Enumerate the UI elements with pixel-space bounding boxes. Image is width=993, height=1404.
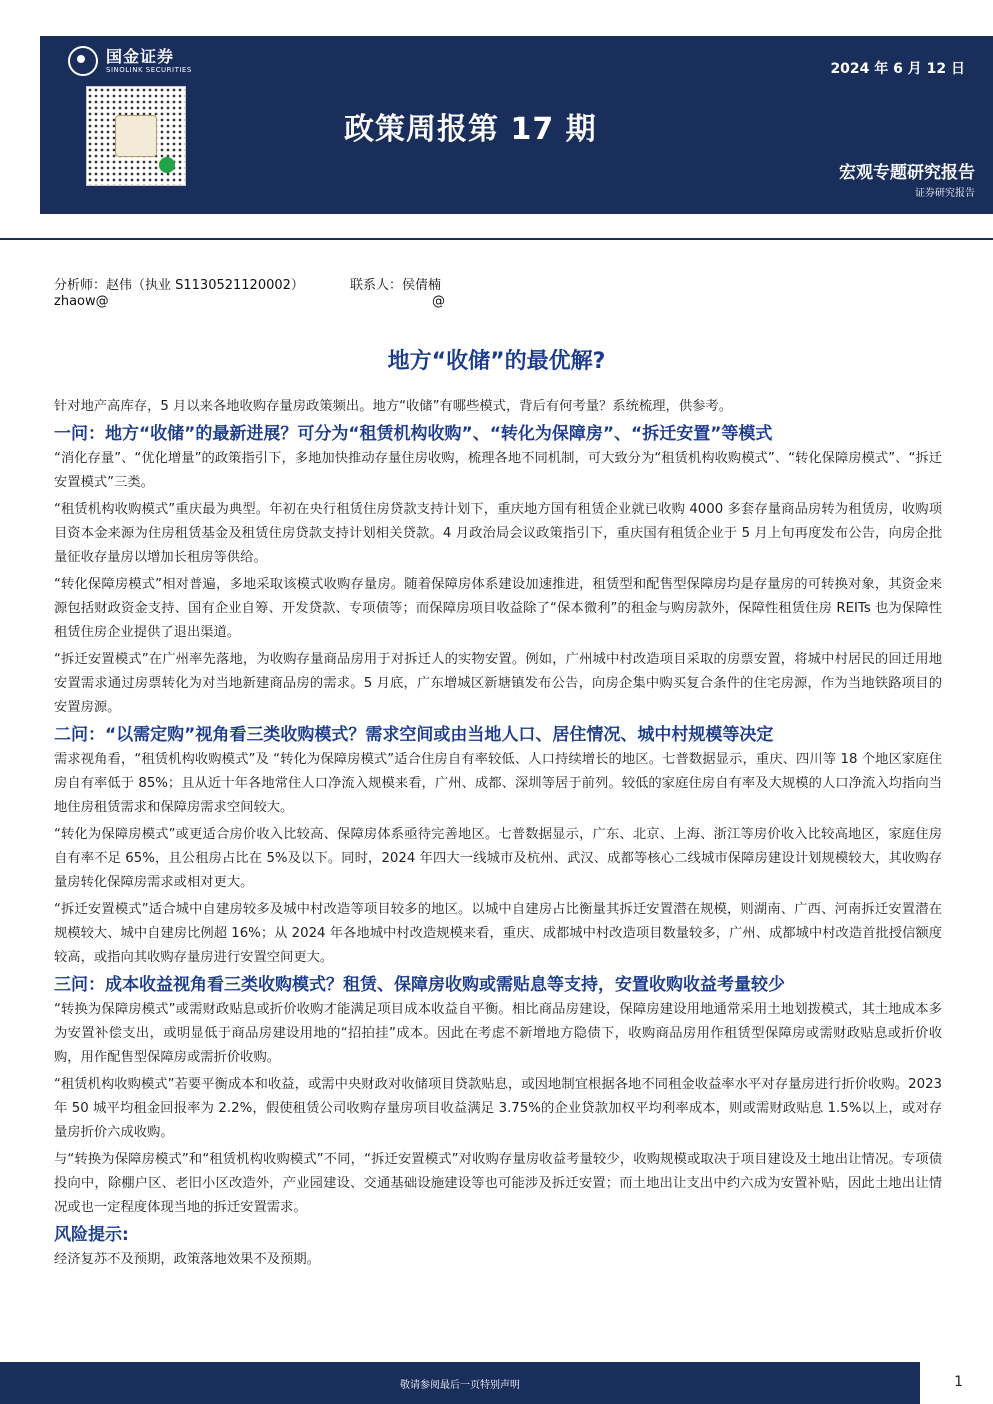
section-heading-3: 三问：成本收益视角看三类收购模式？租赁、保障房收购或需贴息等支持，安置收购收益考量较少 xyxy=(54,975,785,995)
company-logo xyxy=(68,46,192,76)
paragraph: “转化为保障房模式”或更适合房价收入比较高、保障房体系亟待完善地区。七普数据显示，广东、北京、上海、浙江等房价收入比较高地区，家庭住房自有率不足 65%，且公租房占比在 5%及以下。同时，2024 年四大一线城市及杭州、武汉、成都等核心二线城市保障房建设计划规模较大，其收购存量房转化保障房需求或相对更大。 xyxy=(54,827,942,890)
report-date: 2024 年 6 月 12 日 xyxy=(830,61,965,77)
article-title: 地方“收储”的最优解? xyxy=(387,349,606,374)
risk-heading: 风险提示: xyxy=(54,1225,129,1245)
analyst-line xyxy=(54,274,442,293)
logo-name-en: SINOLINK SECURITIES xyxy=(106,65,192,74)
intro-paragraph: 针对地产高库存，5 月以来各地收购存量房政策频出。地方“收储”有哪些模式，背后有何考量？系统梳理，供参考。 xyxy=(54,399,733,414)
page-number: 1 xyxy=(954,1374,963,1390)
header-divider xyxy=(0,238,993,240)
paragraph: “租赁机构收购模式”重庆最为典型。年初在央行租赁住房贷款支持计划下，重庆地方国有租赁企业就已收购 4000 多套存量商品房转为租赁房，收购项目资本金来源为住房租赁基金及租赁住房贷款支持计划相关贷款。4 月政治局会议政策指引下，重庆国有租赁企业于 5 月上旬再度发布公告，向房企批量征收存量房以增加长租房等供给。 xyxy=(54,502,942,565)
section-heading-1: 一问：地方“收储”的最新进展？可分为“租赁机构收购”、“转化为保障房”、“拆迁安置”等模式 xyxy=(54,424,773,444)
contact-info: 联系人：侯倩楠 xyxy=(350,278,442,293)
paragraph: “租赁机构收购模式”若要平衡成本和收益，或需中央财政对收储项目贷款贴息，或因地制宜根据各地不同租金收益率水平对存量房进行折价收购。2023 年 50 城平均租金回报率为 2.2%，假使租赁公司收购存量房项目收益满足 3.75%的企业贷款加权平均利率成本，则或需财政贴息 1.5%以上，或对存量房折价六成收购。 xyxy=(54,1077,942,1140)
paragraph: “消化存量”、“优化增量”的政策指引下，多地加快推动存量住房收购，梳理各地不同机制，可大致分为“租赁机构收购模式”、“转化保障房模式”、“拆迁安置模式”三类。 xyxy=(54,451,942,490)
email-line xyxy=(54,294,445,309)
paragraph: 与“转换为保障房模式”和“租赁机构收购模式”不同，“拆迁安置模式”对收购存量房收益考量较少，收购规模或取决于项目建设及土地出让情况。专项债投向中，除棚户区、老旧小区改造外，产业园建设、交通基础设施建设等也可能涉及拆迁安置；而土地出让支出中约六成为安置补贴，因此土地出让情况或也一定程度体现当地的拆迁安置需求。 xyxy=(54,1152,942,1215)
section-heading-2: 二问：“以需定购”视角看三类收购模式？需求空间或由当地人口、居住情况、城中村规模等决定 xyxy=(54,725,774,745)
report-title: 政策周报第 17 期 xyxy=(344,112,597,147)
qr-center-logo xyxy=(115,115,157,157)
logo-name-cn: 国金证券 xyxy=(106,46,175,66)
paragraph: “拆迁安置模式”在广州率先落地，为收购存量商品房用于对拆迁人的实物安置。例如，广州城中村改造项目采取的房票安置，将城中村居民的回迁用地安置需求通过房票转化为对当地新建商品房的需求。5 月底，广东增城区新塘镇发布公告，向房企集中购买复合条件的住宅房源，作为当地铁路项目的安置房源。 xyxy=(54,652,942,715)
report-type: 宏观专题研究报告 xyxy=(839,163,975,183)
analyst-info: 分析师：赵伟（执业 S1130521120002） xyxy=(54,278,304,293)
paragraph: “转换为保障房模式”或需财政贴息或折价收购才能满足项目成本收益自平衡。相比商品房建设，保障房建设用地通常采用土地划拨模式，其土地成本多为安置补偿支出，或明显低于商品房建设用地的“招拍挂”成本。因此在考虑不新增地方隐债下，收购商品房用作租赁型保障房或需财政贴息或折价收购，用作配售型保障房或需折价收购。 xyxy=(54,1002,942,1065)
logo-mark-icon xyxy=(68,46,98,76)
article-body xyxy=(54,395,942,1275)
paragraph: 需求视角看，“租赁机构收购模式”及 “转化为保障房模式”适合住房自有率较低、人口持续增长的地区。七普数据显示，重庆、四川等 18 个地区家庭住房自有率低于 85%；且从近十年各地常住人口净流入规模来看，广州、成都、深圳等居于前列。较低的家庭住房自有率及大规模的人口净流入均指向当地住房租赁需求和保障房需求空间较大。 xyxy=(54,752,942,815)
qr-code-icon xyxy=(86,86,186,186)
risk-paragraph: 经济复苏不及预期，政策落地效果不及预期。 xyxy=(54,1252,320,1267)
mini-program-badge-icon xyxy=(159,157,175,173)
paragraph: “转化保障房模式”相对普遍，多地采取该模式收购存量房。随着保障房体系建设加速推进，租赁型和配售型保障房均是存量房的可转换对象，其资金来源包括财政资金支持、国有企业自筹、开发贷款、专项债等；而保障房项目收益除了“保本微利”的租金与购房款外，保障性租赁住房 REITs 也为保障性租赁住房企业提供了退出渠道。 xyxy=(54,577,942,640)
footer-disclaimer: 敬请参阅最后一页特别声明 xyxy=(400,1380,520,1391)
analyst-email: zhaow@ xyxy=(54,294,109,309)
paragraph: “拆迁安置模式”适合城中自建房较多及城中村改造等项目较多的地区。以城中自建房占比衡量其拆迁安置潜在规模，则湖南、广西、河南拆迁安置潜在规模较大、城中自建房比例超 16%；从 2024 年各地城中村改造规模来看，重庆、成都城中村改造项目数量较多，广州、成都城中村改造首批授信额度较高，或指向其收购存量房进行安置空间更大。 xyxy=(54,902,942,965)
contact-email: @ xyxy=(432,294,445,309)
report-subtype: 证券研究报告 xyxy=(915,188,975,199)
